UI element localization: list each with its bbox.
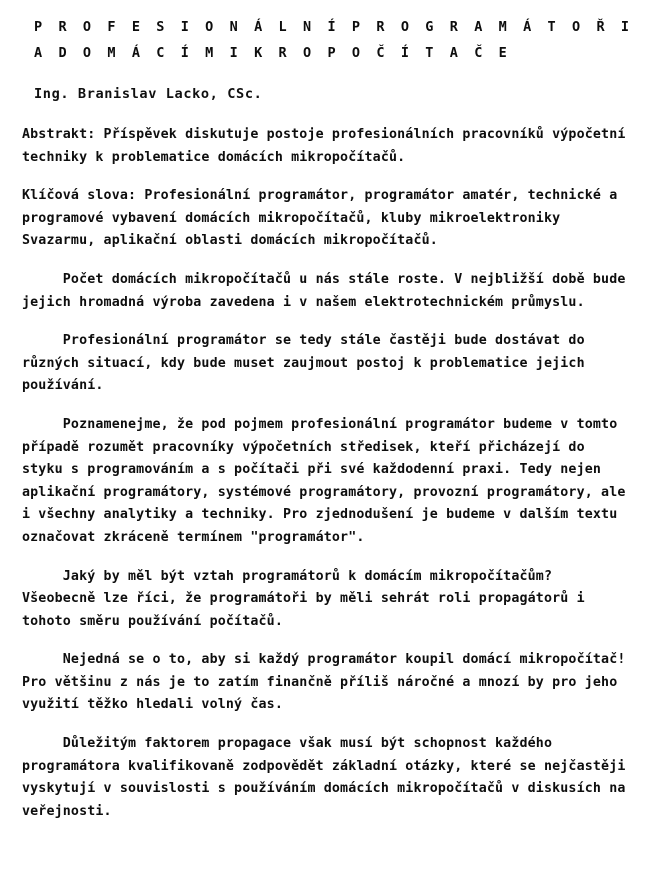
body-paragraph-5: Nejedná se o to, aby si každý programátor koupil domácí mikropočítač! Pro většinu z nás je to zatím finančně příliš náročné a mnozí by pro jeho využití těžko hledali volný čas. [22, 652, 634, 713]
title-line-1: P R O F E S I O N Á L N Í P R O G R A M Á T O Ř I [34, 19, 634, 35]
body-paragraph-3: Poznamenejme, že pod pojmem profesionální programátor budeme v tomto případě rozumět pracovníky výpočetních středisek, kteří přicházejí do styku s programováním a s počítači při své každodenní praxi. Tedy nejen aplikační programátory, systémové programátory, provozní programátory, ale i všechny analytiky a techniky. Pro zjednodušení je budeme v dalším textu označovat zkráceně termínem "programátor". [22, 416, 634, 545]
abstract-paragraph: Abstrakt: Příspěvek diskutuje postoje profesionálních pracovníků výpočetní techniky k problematice domácích mikropočítačů. [22, 127, 634, 165]
author-line: Ing. Branislav Lacko, CSc. [34, 86, 263, 102]
keywords-paragraph: Klíčová slova: Profesionální programátor, programátor amatér, technické a programové vybavení domácích mikropočítačů, kluby mikroelektroniky Svazarmu, aplikační oblasti domácích mikropočítačů. [22, 188, 626, 249]
document-title [34, 14, 651, 66]
body-paragraph-6: Důležitým faktorem propagace však musí být schopnost každého programátora kvalifikovaně zodpovědět základní otázky, které se nejčastěji vyskytují v souvislosti s používáním domácích mikropočítačů v diskusích na veřejnosti. [22, 736, 634, 819]
body-paragraph-4: Jaký by měl být vztah programátorů k domácím mikropočítačům? Všeobecně lze říci, že programátoři by měli sehrát roli propagátorů i tohoto směru používání počítačů. [22, 568, 593, 629]
title-line-2: A D O M Á C Í M I K R O P O Č Í T A Č E [34, 45, 511, 61]
body-paragraph-1: Počet domácích mikropočítačů u nás stále roste. V nejbližší době bude jejich hromadná výroba zavedena i v našem elektrotechnickém průmyslu. [22, 271, 634, 310]
body-paragraph-2: Profesionální programátor se tedy stále častěji bude dostávat do různých situací, kdy bude muset zaujmout postoj k problematice jejich používání. [22, 333, 593, 394]
